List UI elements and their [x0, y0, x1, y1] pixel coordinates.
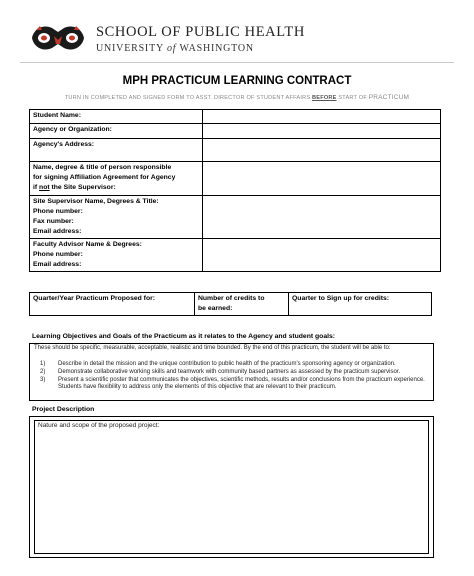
list-item: 2) Demonstrate collaborative working skills and teamwork with community based partners as assessed by the practicum supervisor.: [40, 368, 401, 375]
table-row: [30, 293, 432, 316]
signing-person-label: Name, degree & title of person responsible for signing Affiliation Agreement for Agency if not the Site Supervisor:: [30, 162, 203, 196]
objectives-list: [34, 361, 429, 392]
header-divider: [20, 62, 454, 63]
project-description-field[interactable]: [34, 420, 429, 554]
agency-label: Agency or Organization:: [30, 124, 203, 139]
school-name: SCHOOL OF PUBLIC HEALTH: [96, 24, 305, 40]
credits-cell[interactable]: Number of credits to be earned:: [195, 293, 289, 316]
objectives-heading: Learning Objectives and Goals of the Practicum as it relates to the Agency and student goals:: [32, 333, 336, 340]
student-name-label: Student Name:: [30, 110, 203, 124]
list-item: 3) Present a scientific poster that communicates the objectives, scientific methods, results and/or conclusions from the practicum experience. Students have flexibility to address only the elements of this objective that are relevant to their practicum.: [40, 376, 425, 391]
objectives-intro: These should be specific, measurable, acceptable, realistic and time bounded. By the end of this practicum, the student will be able to:: [34, 345, 391, 351]
quarter-proposed-cell[interactable]: Quarter/Year Practicum Proposed for:: [30, 293, 195, 316]
document-instructions: TURN IN COMPLETED AND SIGNED FORM TO ASST. DIRECTOR OF STUDENT AFFAIRS BEFORE START OF PRACTICUM: [64, 94, 410, 101]
signing-person-field[interactable]: [203, 162, 441, 196]
faculty-advisor-label: Faculty Advisor Name & Degrees: Phone number: Email address:: [30, 239, 203, 272]
project-scope-label: Nature and scope of the proposed project:: [38, 422, 160, 429]
faculty-advisor-field[interactable]: [203, 239, 441, 272]
list-item: 1) Describe in detail the mission and the unique contribution to public health of the practicum's sponsoring agency or organization.: [40, 361, 396, 367]
agency-field[interactable]: [203, 124, 441, 139]
table-row: [30, 110, 441, 124]
site-supervisor-label: Site Supervisor Name, Degrees & Title: Phone number: Fax number: Email address:: [30, 196, 203, 239]
table-row: [30, 139, 441, 162]
document-title: MPH PRACTICUM LEARNING CONTRACT: [122, 75, 352, 87]
contract-info-table: [29, 109, 441, 272]
table-row: [30, 162, 441, 196]
student-name-field[interactable]: [203, 110, 441, 124]
project-heading: Project Description: [32, 406, 95, 413]
signup-quarter-cell[interactable]: Quarter to Sign up for credits:: [289, 293, 432, 316]
agency-address-label: Agency's Address:: [30, 139, 203, 162]
agency-address-field[interactable]: [203, 139, 441, 162]
site-supervisor-field[interactable]: [203, 196, 441, 239]
university-name: UNIVERSITY of WASHINGTON: [96, 43, 254, 54]
quarter-credits-table: [29, 292, 432, 316]
table-row: [30, 124, 441, 139]
uw-sph-formline-logo-icon: [30, 22, 86, 54]
table-row: [30, 196, 441, 239]
table-row: [30, 239, 441, 272]
